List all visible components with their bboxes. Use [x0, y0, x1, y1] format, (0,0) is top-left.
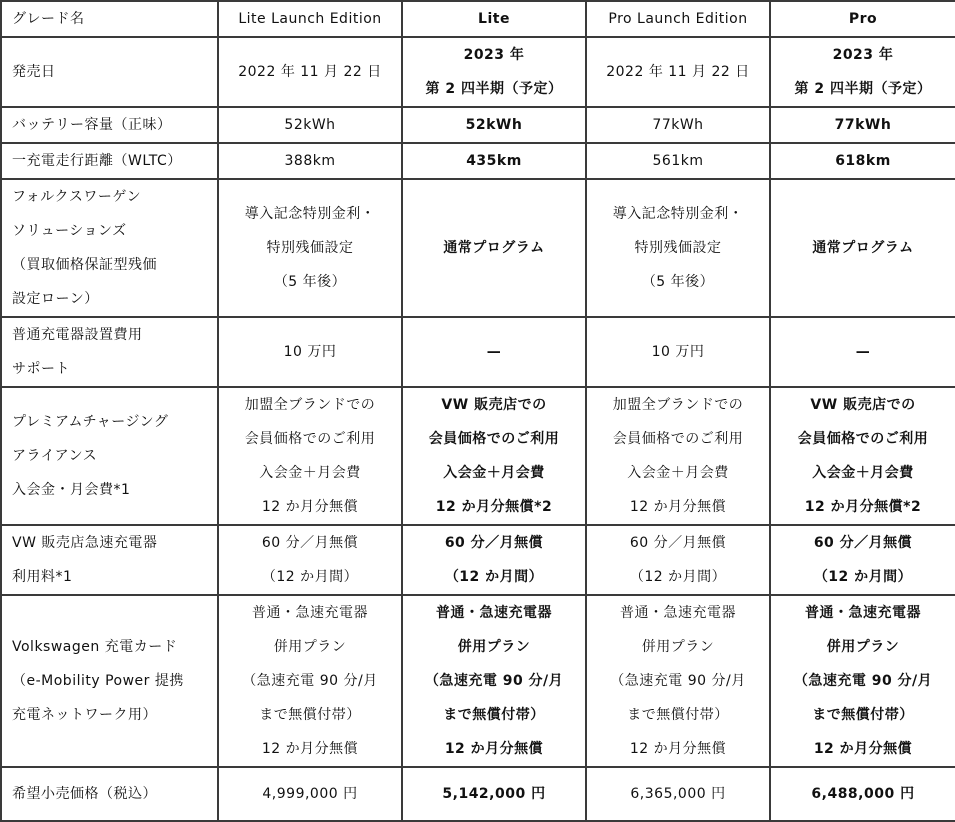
- cell-text: 435km: [466, 153, 522, 169]
- cell-text: 618km: [835, 153, 891, 169]
- label-text: フォルクスワーゲン: [12, 189, 142, 205]
- cell-pro: [770, 595, 955, 767]
- cell-text: 会員価格でのご利用: [612, 431, 744, 447]
- label-text: VW 販売店急速充電器: [12, 535, 158, 551]
- label-text: 入会金・月会費*1: [12, 482, 131, 498]
- label-text: 設定ローン）: [12, 291, 99, 307]
- cell-text: 388km: [284, 153, 336, 169]
- header-text: Lite Launch Edition: [238, 11, 382, 27]
- cell-text: 併用プラン: [273, 639, 347, 655]
- row-label: [1, 767, 218, 821]
- label-text: 一充電走行距離（WLTC）: [12, 153, 182, 169]
- cell-text: まで無償付帯）: [812, 707, 914, 723]
- label-text: 利用料*1: [12, 569, 73, 585]
- label-text: 希望小売価格（税込）: [12, 786, 157, 802]
- cell-pro: [770, 767, 955, 821]
- cell-text: 77kWh: [652, 117, 704, 133]
- header-row: [1, 1, 955, 37]
- cell-pro-launch: [586, 107, 770, 143]
- cell-text: 12 か月分無償: [444, 741, 544, 757]
- cell-text: 併用プラン: [826, 639, 900, 655]
- cell-text: 12 か月分無償*2: [804, 499, 922, 515]
- cell-pro: [770, 37, 955, 107]
- cell-text: 12 か月分無償: [629, 499, 727, 515]
- table-row-release-date: [1, 37, 955, 107]
- cell-text: 12 か月分無償*2: [435, 499, 553, 515]
- header-grade-name: [1, 1, 218, 37]
- cell-text: 77kWh: [834, 117, 892, 133]
- cell-text: 2023 年: [463, 47, 525, 63]
- header-text: Pro Launch Edition: [608, 11, 748, 27]
- cell-text: 併用プラン: [641, 639, 715, 655]
- cell-lite: [402, 143, 586, 179]
- table-row-retail-price: [1, 767, 955, 821]
- cell-text: （5 年後）: [273, 274, 347, 290]
- cell-text: 通常プログラム: [443, 240, 545, 256]
- price-text: 6,365,000 円: [630, 786, 726, 802]
- cell-text: 特別残価設定: [634, 240, 722, 256]
- table-row-battery-capacity: [1, 107, 955, 143]
- cell-lite-launch: [218, 179, 402, 317]
- cell-pro-launch: [586, 767, 770, 821]
- label-text: ソリューションズ: [12, 223, 127, 239]
- cell-text: 60 分／月無償: [261, 535, 359, 551]
- cell-lite: [402, 37, 586, 107]
- cell-text: 入会金＋月会費: [627, 465, 729, 481]
- cell-lite: [402, 107, 586, 143]
- cell-text: 入会金＋月会費: [259, 465, 361, 481]
- cell-pro: [770, 387, 955, 525]
- cell-text: 特別残価設定: [266, 240, 354, 256]
- row-label: [1, 595, 218, 767]
- cell-text: 普通・急速充電器: [620, 605, 736, 621]
- cell-pro-launch: [586, 387, 770, 525]
- cell-text: 通常プログラム: [812, 240, 914, 256]
- cell-dash: —: [486, 344, 502, 360]
- cell-text: 2022 年 11 月 22 日: [606, 64, 750, 80]
- cell-text: 60 分／月無償: [444, 535, 544, 551]
- row-label: [1, 37, 218, 107]
- cell-text: 加盟全ブランドでの: [612, 397, 744, 413]
- label-text: Volkswagen 充電カード: [12, 639, 178, 655]
- cell-text: 2022 年 11 月 22 日: [238, 64, 382, 80]
- row-label: [1, 317, 218, 387]
- cell-text: 入会金＋月会費: [812, 465, 914, 481]
- cell-text: 12 か月分無償: [261, 499, 359, 515]
- cell-lite: [402, 317, 586, 387]
- cell-lite: [402, 595, 586, 767]
- cell-lite-launch: [218, 37, 402, 107]
- cell-text: 併用プラン: [457, 639, 531, 655]
- cell-text: 12 か月分無償: [629, 741, 727, 757]
- label-text: 充電ネットワーク用）: [12, 707, 157, 723]
- cell-lite-launch: [218, 767, 402, 821]
- header-text: Pro: [848, 11, 878, 27]
- cell-text: まで無償付帯）: [259, 707, 361, 723]
- cell-text: まで無償付帯）: [627, 707, 729, 723]
- table-row-premium-charging-alliance: [1, 387, 955, 525]
- price-text: 5,142,000 円: [442, 786, 546, 802]
- label-text: プレミアムチャージング: [12, 414, 169, 430]
- cell-lite-launch: [218, 143, 402, 179]
- cell-text: 10 万円: [283, 344, 337, 360]
- cell-text: 入会金＋月会費: [443, 465, 545, 481]
- price-text: 6,488,000 円: [811, 786, 915, 802]
- cell-text: （急速充電 90 分/月: [424, 673, 564, 689]
- label-text: 普通充電器設置費用: [12, 327, 143, 343]
- label-text: （e-Mobility Power 提携: [12, 673, 184, 689]
- table-row-charging-card: [1, 595, 955, 767]
- cell-text: （急速充電 90 分/月: [793, 673, 933, 689]
- header-pro: [770, 1, 955, 37]
- table-row-driving-range: [1, 143, 955, 179]
- cell-text: 52kWh: [465, 117, 523, 133]
- row-label: [1, 179, 218, 317]
- cell-text: 2023 年: [832, 47, 894, 63]
- cell-text: 会員価格でのご利用: [797, 431, 929, 447]
- cell-text: 561km: [652, 153, 704, 169]
- cell-text: まで無償付帯）: [443, 707, 545, 723]
- cell-lite: [402, 179, 586, 317]
- cell-text: （12 か月間）: [444, 569, 544, 585]
- cell-lite-launch: [218, 387, 402, 525]
- cell-text: 第 2 四半期（予定）: [425, 81, 563, 97]
- cell-pro-launch: [586, 37, 770, 107]
- cell-lite: [402, 525, 586, 595]
- price-text: 4,999,000 円: [262, 786, 358, 802]
- row-label: [1, 143, 218, 179]
- header-text: Lite: [478, 11, 510, 27]
- cell-text: （12 か月間）: [261, 569, 359, 585]
- cell-pro: [770, 317, 955, 387]
- cell-text: （12 か月間）: [629, 569, 727, 585]
- cell-text: VW 販売店での: [810, 397, 916, 413]
- cell-text: （急速充電 90 分/月: [242, 673, 378, 689]
- cell-text: 12 か月分無償: [813, 741, 913, 757]
- label-text: 発売日: [12, 64, 56, 80]
- cell-text: 会員価格でのご利用: [244, 431, 376, 447]
- cell-text: 導入記念特別金利・: [244, 206, 376, 222]
- table-row-quick-charger-fee: [1, 525, 955, 595]
- cell-text: 加盟全ブランドでの: [244, 397, 376, 413]
- cell-text: 12 か月分無償: [261, 741, 359, 757]
- label-text: バッテリー容量（正味）: [12, 117, 172, 133]
- cell-lite: [402, 767, 586, 821]
- cell-lite-launch: [218, 107, 402, 143]
- row-label: [1, 107, 218, 143]
- cell-text: 普通・急速充電器: [436, 605, 552, 621]
- cell-lite-launch: [218, 595, 402, 767]
- cell-text: 第 2 四半期（予定）: [794, 81, 932, 97]
- cell-text: VW 販売店での: [441, 397, 547, 413]
- cell-pro-launch: [586, 317, 770, 387]
- cell-pro-launch: [586, 525, 770, 595]
- cell-text: 普通・急速充電器: [805, 605, 921, 621]
- row-label: [1, 387, 218, 525]
- cell-text: 10 万円: [651, 344, 705, 360]
- table-row-vw-solutions: [1, 179, 955, 317]
- cell-lite: [402, 387, 586, 525]
- label-text: サポート: [12, 361, 70, 377]
- cell-pro: [770, 179, 955, 317]
- header-pro-launch-edition: [586, 1, 770, 37]
- label-text: （買取価格保証型残価: [12, 257, 157, 273]
- cell-pro: [770, 525, 955, 595]
- table-row-charger-installation-support: [1, 317, 955, 387]
- cell-pro-launch: [586, 595, 770, 767]
- cell-text: （5 年後）: [641, 274, 715, 290]
- header-lite-launch-edition: [218, 1, 402, 37]
- cell-pro: [770, 143, 955, 179]
- cell-text: 60 分／月無償: [629, 535, 727, 551]
- cell-text: （12 か月間）: [813, 569, 913, 585]
- header-label-text: グレード名: [12, 11, 85, 27]
- cell-text: 60 分／月無償: [813, 535, 913, 551]
- cell-text: 普通・急速充電器: [252, 605, 368, 621]
- cell-dash: —: [855, 344, 871, 360]
- cell-text: 52kWh: [284, 117, 336, 133]
- cell-text: 会員価格でのご利用: [428, 431, 560, 447]
- cell-lite-launch: [218, 317, 402, 387]
- label-text: アライアンス: [12, 448, 98, 464]
- cell-lite-launch: [218, 525, 402, 595]
- header-lite: [402, 1, 586, 37]
- cell-pro-launch: [586, 179, 770, 317]
- cell-pro: [770, 107, 955, 143]
- cell-text: （急速充電 90 分/月: [610, 673, 746, 689]
- row-label: [1, 525, 218, 595]
- cell-text: 導入記念特別金利・: [612, 206, 744, 222]
- cell-pro-launch: [586, 143, 770, 179]
